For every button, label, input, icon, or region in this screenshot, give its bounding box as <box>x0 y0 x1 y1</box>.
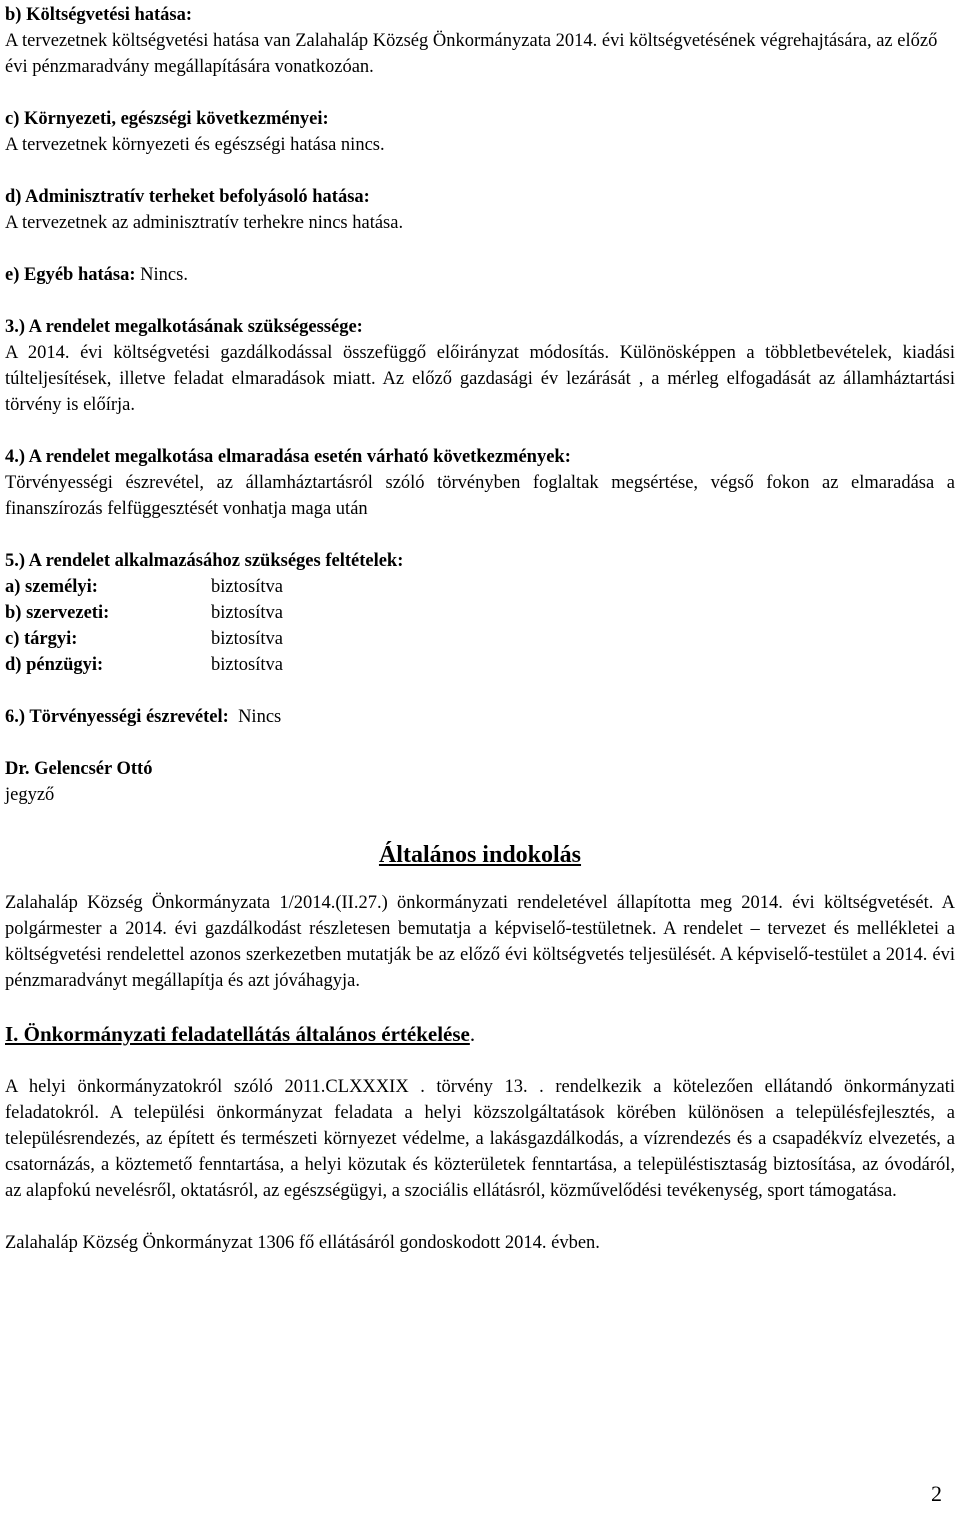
general-justification-text: Zalahaláp Község Önkormányzata 1/2014.(II.27.) önkormányzati rendeletével állapította meg 2014. évi költségvetését. A polgármester a 2014. évi gazdálkodást részletesen bemutatja a képviselő-testületnek. A rendelet – tervezet és mellékletei a költségvetési rendelettel azonos szerkezetben mutatják be az előző évi költségvetés teljesülését. A képviselő-testület a 2014. évi pénzmaradványt megállapítja és azt jóváhagyja. <box>5 893 955 991</box>
section-heading: 3.) A rendelet megalkotásának szükségessége: <box>5 317 363 337</box>
section-budget-impact <box>5 2 955 80</box>
section-heading: b) Költségvetési hatása: <box>5 5 193 25</box>
part-one-title-suffix: . <box>469 1022 476 1046</box>
section-heading: d) Adminisztratív terheket befolyásoló hatása: <box>5 187 370 207</box>
condition-value: biztosítva <box>211 629 283 649</box>
condition-label: d) pénzügyi: <box>5 655 104 675</box>
page-number: 2 <box>931 1481 942 1506</box>
section-text: A tervezetnek az adminisztratív terhekre nincs hatása. <box>5 213 404 233</box>
section-heading: e) Egyéb hatása: <box>5 265 136 285</box>
section-text: A tervezetnek költségvetési hatása van Zalahaláp Község Önkormányzata 2014. évi költségvetésének végrehajtására, az előző évi pénzmaradvány megállapítására vonatkozóan. <box>5 31 938 77</box>
section-administrative-impact <box>5 184 955 236</box>
section-text: A 2014. évi költségvetési gazdálkodással összefüggő előirányzat módosítás. Különösképpen a többletbevételek, kiadási túlteljesítések, illetve feladat elmaradások miatt. Az előző gazdasági év lezárását , a mérleg elfogadását az államháztartási törvény is előírja. <box>5 343 955 415</box>
signature-block <box>5 756 955 808</box>
section-text: Nincs <box>228 707 282 727</box>
section-legality-remark <box>5 704 955 730</box>
general-justification-title: Általános indokolás <box>378 842 582 868</box>
section-heading: 6.) Törvényességi észrevétel: <box>5 707 229 727</box>
document-page <box>5 2 955 1256</box>
condition-row <box>5 600 955 626</box>
section-necessity <box>5 314 955 418</box>
condition-label: b) szervezeti: <box>5 603 110 623</box>
section-heading: 4.) A rendelet megalkotása elmaradása esetén várható következmények: <box>5 447 571 467</box>
section-heading: c) Környezeti, egészségi következményei: <box>5 109 329 129</box>
section-heading: 5.) A rendelet alkalmazásához szükséges feltételek: <box>5 551 404 571</box>
signatory-role: jegyző <box>5 785 55 805</box>
part-one-title <box>5 1020 955 1048</box>
condition-label: a) személyi: <box>5 577 98 597</box>
section-conditions <box>5 548 955 678</box>
section-text: Törvényességi észrevétel, az államháztartásról szóló törvényben foglaltak megsértése, végső fokon az elmaradása a finanszírozás felfüggesztését vonhatja maga után <box>5 473 955 519</box>
part-one-text: A helyi önkormányzatokról szóló 2011.CLXXXIX . törvény 13. . rendelkezik a kötelezően ellátandó önkormányzati feladatokról. A települési önkormányzat feladata a helyi közszolgáltatások körében különösen a településfejlesztés, a településrendezés, az épített és természeti környezet védelme, a lakásgazdálkodás, a vízrendezés és a csapadékvíz elvezetés, a csatornázás, a köztemető fenntartása, a helyi közutak és közterületek fenntartása, a településtisztaság biztosítása, az óvodáról, az alapfokú nevelésről, oktatásról, az egészségügyi, a szociális ellátásról, közművelődési tevékenység, sport támogatása. <box>5 1077 955 1201</box>
condition-row <box>5 574 955 600</box>
condition-row <box>5 626 955 652</box>
condition-value: biztosítva <box>211 603 283 623</box>
condition-value: biztosítva <box>211 655 283 675</box>
condition-row <box>5 652 955 678</box>
section-text: A tervezetnek környezeti és egészségi hatása nincs. <box>5 135 385 155</box>
part-one-closing: Zalahaláp Község Önkormányzat 1306 fő ellátásáról gondoskodott 2014. évben. <box>5 1233 600 1253</box>
section-environmental-impact <box>5 106 955 158</box>
signatory-name: Dr. Gelencsér Ottó <box>5 759 153 779</box>
section-text: Nincs. <box>135 265 188 285</box>
part-one-title-text: I. Önkormányzati feladatellátás általános értékelése <box>5 1022 470 1046</box>
condition-label: c) tárgyi: <box>5 629 78 649</box>
condition-value: biztosítva <box>211 577 283 597</box>
section-other-impact <box>5 262 955 288</box>
section-consequences <box>5 444 955 522</box>
